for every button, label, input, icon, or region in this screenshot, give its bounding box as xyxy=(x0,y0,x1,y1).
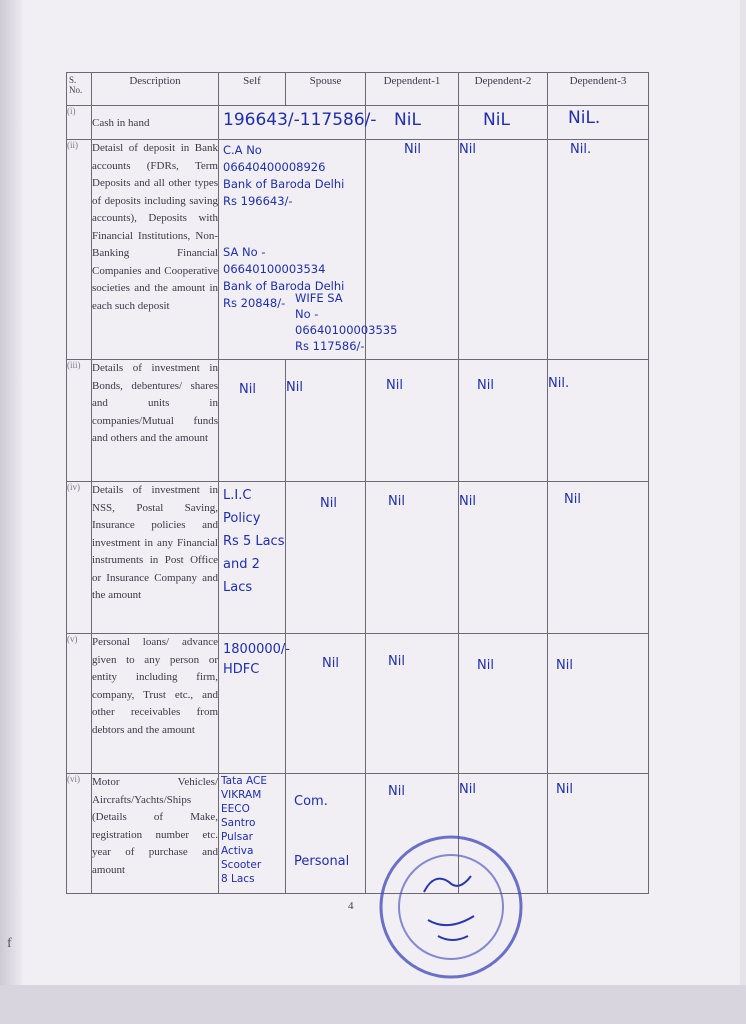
loans-dep3 xyxy=(548,634,649,774)
header-dependent-1: Dependent-1 xyxy=(366,73,459,106)
cash-dep2 xyxy=(459,106,548,140)
vehicles-self-value: Tata ACE VIKRAM EECO Santro Pulsar Activa Scooter 8 Lacs xyxy=(221,775,267,885)
bonds-dep1 xyxy=(366,360,459,482)
row-description: Details of investment in Bonds, debentures/ shares and units in companies/Mutual funds and others and the amount xyxy=(92,360,219,482)
nss-spouse-value: Nil xyxy=(320,496,337,511)
loans-spouse xyxy=(286,634,366,774)
nss-dep1-value: Nil xyxy=(388,494,405,509)
nss-dep2 xyxy=(459,482,548,634)
table-row xyxy=(67,774,649,894)
table-header-row xyxy=(67,73,649,106)
row-description: Personal loans/ advance given to any person or entity including firm, company, Trust etc., and other receivables from debtors and the amount xyxy=(92,634,219,774)
bonds-self xyxy=(219,360,286,482)
vehicles-spouse xyxy=(286,774,366,894)
nss-dep3-value: Nil xyxy=(564,492,581,507)
vehicles-spouse-value: Com. Personal xyxy=(294,794,350,869)
loans-self-value: 1800000/- HDFC xyxy=(223,642,290,677)
deposits-self-value: C.A No 06640400008926 Bank of Baroda Delhi Rs 196643/- SA No - 06640100003534 Bank of Baroda Delhi Rs 20848/- xyxy=(223,143,345,310)
cash-self-value: 196643/- xyxy=(223,110,300,130)
row-description: Detaisl of deposit in Bank accounts (FDRs, Term Deposits and all other types of deposits including saving accounts), Deposits with Financial Institutions, Non-Banking Financial Companies and Cooperative societies and the amount in each such deposit xyxy=(92,140,219,360)
bonds-dep3-value: Nil. xyxy=(548,376,570,391)
nss-dep2-value: Nil xyxy=(459,494,476,509)
header-description: Description xyxy=(92,73,219,106)
header-sno: S. No. xyxy=(67,73,92,106)
vehicles-dep3-value: Nil xyxy=(556,782,573,797)
nss-spouse xyxy=(286,482,366,634)
cash-dep3 xyxy=(548,106,649,140)
deposits-dep3 xyxy=(548,140,649,360)
deposits-dep2 xyxy=(459,140,548,360)
header-dependent-2: Dependent-2 xyxy=(459,73,548,106)
cash-dep1-value: NiL xyxy=(394,110,421,130)
loans-dep2-value: Nil xyxy=(477,658,494,673)
bonds-dep1-value: Nil xyxy=(386,378,403,393)
loans-spouse-value: Nil xyxy=(322,656,339,671)
row-sno: (ii) xyxy=(67,140,92,360)
deposits-dep1-value: Nil xyxy=(404,142,421,157)
deposits-dep2-value: Nil xyxy=(459,142,476,157)
cash-dep2-value: NiL xyxy=(483,110,510,130)
table-row xyxy=(67,106,649,140)
table-row xyxy=(67,140,649,360)
loans-dep1-value: Nil xyxy=(388,654,405,669)
bonds-spouse xyxy=(286,360,366,482)
scan-background-strip xyxy=(0,985,746,1024)
row-description: Details of investment in NSS, Postal Saving, Insurance policies and investment in any Financial instruments in Post Office or Insurance Company and the amount xyxy=(92,482,219,634)
bonds-dep3 xyxy=(548,360,649,482)
row-sno: (iii) xyxy=(67,360,92,482)
header-dependent-3: Dependent-3 xyxy=(548,73,649,106)
table-row xyxy=(67,482,649,634)
vehicles-self xyxy=(219,774,286,894)
loans-dep3-value: Nil xyxy=(556,658,573,673)
cash-self-spouse-cell xyxy=(219,106,377,140)
cash-spouse-value: 117586/- xyxy=(299,110,377,130)
bonds-spouse-value: Nil xyxy=(286,380,303,395)
header-self: Self xyxy=(219,73,286,106)
bonds-dep2 xyxy=(459,360,548,482)
loans-dep1 xyxy=(366,634,459,774)
vehicles-dep3 xyxy=(548,774,649,894)
bonds-dep2-value: Nil xyxy=(477,378,494,393)
table-row xyxy=(67,634,649,774)
deposits-spouse-note: WIFE SA No - 06640100003535 Rs 117586/- xyxy=(295,291,398,353)
vehicles-dep1-value: Nil xyxy=(388,784,405,799)
table-row xyxy=(67,360,649,482)
loans-dep2 xyxy=(459,634,548,774)
loans-self xyxy=(219,634,290,774)
row-sno: (iv) xyxy=(67,482,92,634)
row-description: Motor Vehicles/ Aircrafts/Yachts/Ships (Details of Make, registration number etc. year of purchase and amount xyxy=(92,774,219,894)
margin-mark: f xyxy=(7,936,12,951)
cash-dep3-value: NiL. xyxy=(568,108,601,128)
deposits-self-spouse-cell xyxy=(219,140,398,360)
page-number: 4 xyxy=(348,900,354,912)
row-description: Cash in hand xyxy=(92,106,219,140)
row-sno: (i) xyxy=(67,106,92,140)
row-sno: (vi) xyxy=(67,774,92,894)
vehicles-dep2-value: Nil xyxy=(459,782,476,797)
nss-self xyxy=(219,482,286,634)
nss-self-value: L.I.C Policy Rs 5 Lacs and 2 Lacs xyxy=(223,488,285,595)
header-spouse: Spouse xyxy=(286,73,366,106)
official-seal-stamp xyxy=(376,832,526,982)
cash-dep1 xyxy=(366,106,459,140)
nss-dep3 xyxy=(548,482,649,634)
nss-dep1 xyxy=(366,482,459,634)
asset-declaration-table xyxy=(66,72,649,894)
row-sno: (v) xyxy=(67,634,92,774)
deposits-dep3-value: Nil. xyxy=(570,142,592,157)
page-fold-shadow xyxy=(0,0,22,985)
bonds-self-value: Nil xyxy=(239,382,256,397)
